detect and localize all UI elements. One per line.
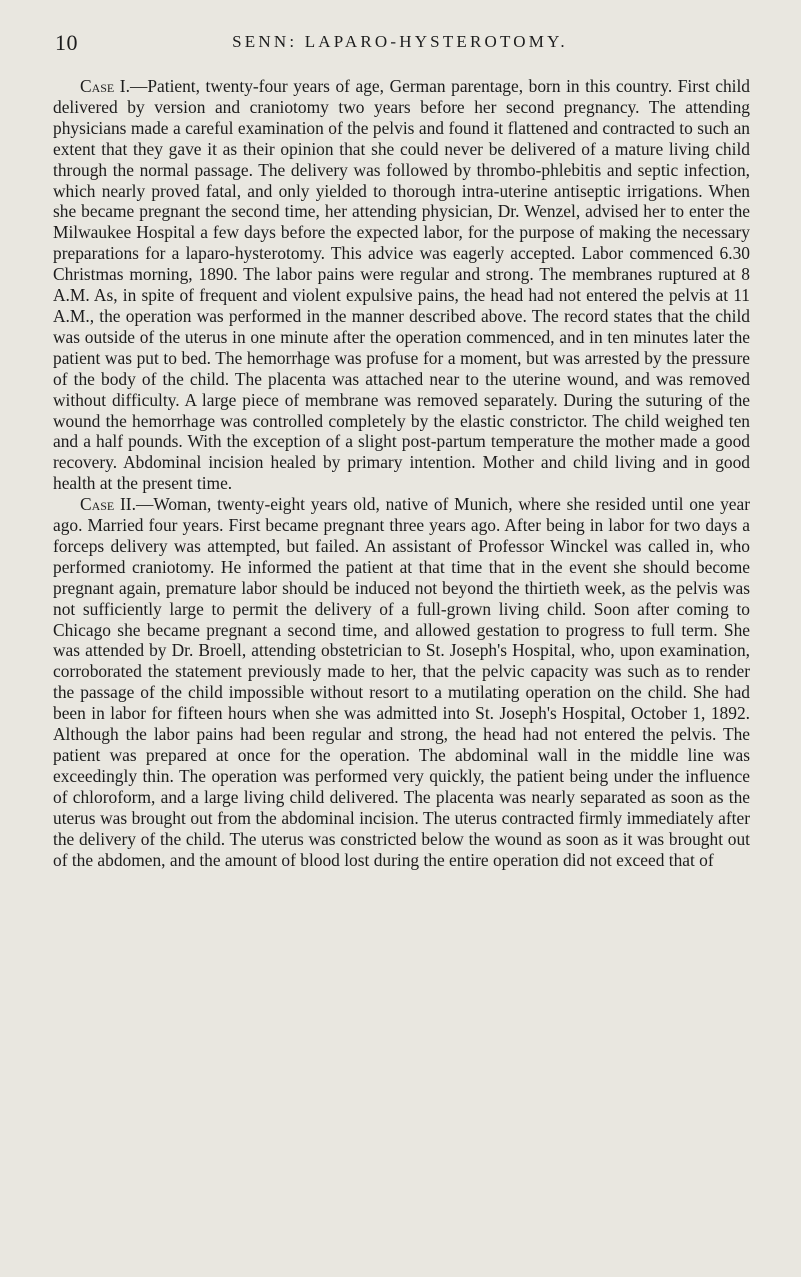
body-text xyxy=(53,76,750,870)
case-label: Case I. xyxy=(79,76,130,96)
case-label: Case II. xyxy=(79,494,136,515)
paragraph-case-1 xyxy=(53,76,750,494)
paragraph-case-2 xyxy=(53,494,750,870)
running-title: SENN: LAPARO-HYSTEROTOMY. xyxy=(232,32,568,51)
page-number: 10 xyxy=(55,30,78,55)
paragraph-text: —Woman, twenty-eight years old, native of Munich, where she resided until one year ago. Married four years. First became pregnant three years ago. After being in labor for two days a forceps delivery was attempted, but failed. An assistant of Professor Winckel was called in, who performed craniotomy. He informed the patient at that time that in the event she should become pregnant again, premature labor should be induced not beyond the thirtieth week, as the pelvis was not sufficiently large to permit the delivery of a full-grown living child. Soon after coming to Chicago she became pregnant a second time, and allowed gestation to progress to full term. She was attended by Dr. Broell, attending obstetrician to St. Joseph's Hospital, who, upon examination, corroborated the statement previously made to her, that the pelvic capacity was such as to render the passage of the child impossible without resort to a mutilating operation on the child. She had been in labor for fifteen hours when she was admitted into St. Joseph's Hospital, October 1, 1892. Although the labor pains had been regular and strong, the head had not entered the pelvis. The patient was prepared at once for the operation. The abdominal wall in the middle line was exceedingly thin. The operation was performed very quickly, the patient being under the influence of chloroform, and a large living child delivered. The placenta was nearly separated as soon as the uterus was brought out from the abdominal incision. The uterus contracted firmly immediately after the delivery of the child. The uterus was constricted below the wound as soon as it was brought out of the abdomen, and the amount of blood lost during the entire operation did not exceed that of xyxy=(53,494,750,870)
paragraph-text: —Patient, twenty-four years of age, German parentage, born in this country. First child delivered by version and craniotomy two years before her second pregnancy. The attending physicians made a careful examination of the pelvis and found it flattened and contracted to such an extent that they gave it as their opinion that she could never be delivered of a mature living child through the normal passage. The delivery was followed by thrombo-phlebitis and septic infection, which nearly proved fatal, and only yielded to thorough intra-uterine antiseptic irrigations. When she became pregnant the second time, her attending physician, Dr. Wenzel, advised her to enter the Milwaukee Hospital a few days before the expected labor, for the purpose of making the necessary preparations for a laparo-hysterotomy. This advice was eagerly accepted. Labor commenced 6.30 Christmas morning, 1890. The labor pains were regular and strong. The membranes ruptured at 8 A.M. As, in spite of frequent and violent expulsive pains, the head had not entered the pelvis at 11 A.M., the operation was performed in the manner described above. The record states that the child was outside of the uterus in one minute after the operation commenced, and in ten minutes later the patient was put to bed. The hemorrhage was profuse for a moment, but was arrested by the pressure of the body of the child. The placenta was attached near to the uterine wound, and was removed without difficulty. A large piece of membrane was removed separately. During the suturing of the wound the hemorrhage was controlled completely by the elastic constrictor. The child weighed ten and a half pounds. With the exception of a slight post-partum temperature the mother made a good recovery. Abdominal incision healed by primary intention. Mother and child living and in good health at the present time. xyxy=(53,76,750,494)
running-head xyxy=(55,30,745,60)
